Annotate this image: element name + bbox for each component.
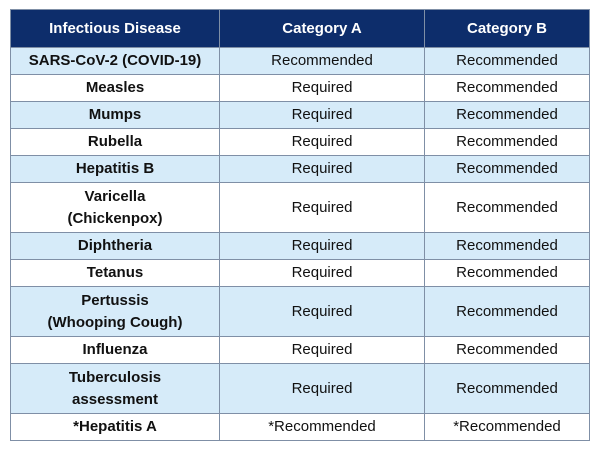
table-row: [11, 233, 590, 260]
disease-cell: [11, 183, 220, 233]
disease-cell: Hepatitis B: [11, 156, 220, 183]
table-row: [11, 75, 590, 102]
category-b-cell: Recommended: [425, 287, 590, 337]
disease-cell: Measles: [11, 75, 220, 102]
disease-cell: Rubella: [11, 129, 220, 156]
category-b-cell: Recommended: [425, 233, 590, 260]
category-b-cell: Recommended: [425, 102, 590, 129]
disease-cell: Diphtheria: [11, 233, 220, 260]
category-a-cell: Required: [220, 337, 425, 364]
table-header-row: [11, 10, 590, 48]
table-row: [11, 156, 590, 183]
table-row: [11, 287, 590, 337]
disease-name-line: Tuberculosis: [68, 368, 162, 386]
vaccination-requirements-table: [10, 9, 590, 441]
category-b-cell: Recommended: [425, 337, 590, 364]
disease-name-line: (Chickenpox): [67, 209, 163, 227]
disease-cell: *Hepatitis A: [11, 414, 220, 441]
table-row: [11, 129, 590, 156]
category-b-cell: Recommended: [425, 156, 590, 183]
disease-cell: SARS-CoV-2 (COVID-19): [11, 48, 220, 75]
disease-cell: Mumps: [11, 102, 220, 129]
disease-cell: [11, 364, 220, 414]
disease-cell: Tetanus: [11, 260, 220, 287]
category-a-cell: Recommended: [220, 48, 425, 75]
category-a-cell: Required: [220, 129, 425, 156]
table-row: [11, 337, 590, 364]
column-header-infectious-disease: Infectious Disease: [11, 10, 220, 48]
category-b-cell: *Recommended: [425, 414, 590, 441]
category-a-cell: Required: [220, 287, 425, 337]
category-a-cell: Required: [220, 75, 425, 102]
category-a-cell: Required: [220, 183, 425, 233]
category-a-cell: Required: [220, 260, 425, 287]
category-b-cell: Recommended: [425, 129, 590, 156]
table-row: [11, 364, 590, 414]
category-a-cell: Required: [220, 102, 425, 129]
disease-name-line: Varicella: [84, 187, 146, 205]
category-b-cell: Recommended: [425, 183, 590, 233]
category-a-cell: Required: [220, 364, 425, 414]
table-body: [11, 48, 590, 441]
category-b-cell: Recommended: [425, 364, 590, 414]
disease-cell: [11, 287, 220, 337]
category-b-cell: Recommended: [425, 48, 590, 75]
column-header-category-b: Category B: [425, 10, 590, 48]
category-b-cell: Recommended: [425, 260, 590, 287]
table-row: [11, 183, 590, 233]
disease-name-line: assessment: [72, 390, 158, 408]
table-row: [11, 102, 590, 129]
column-header-category-a: Category A: [220, 10, 425, 48]
category-a-cell: Required: [220, 156, 425, 183]
table-row: [11, 260, 590, 287]
category-a-cell: Required: [220, 233, 425, 260]
category-b-cell: Recommended: [425, 75, 590, 102]
table-row: [11, 48, 590, 75]
category-a-cell: *Recommended: [220, 414, 425, 441]
disease-cell: Influenza: [11, 337, 220, 364]
table-row: [11, 414, 590, 441]
disease-name-line: Pertussis: [81, 291, 149, 309]
disease-name-line: (Whooping Cough): [47, 313, 183, 331]
